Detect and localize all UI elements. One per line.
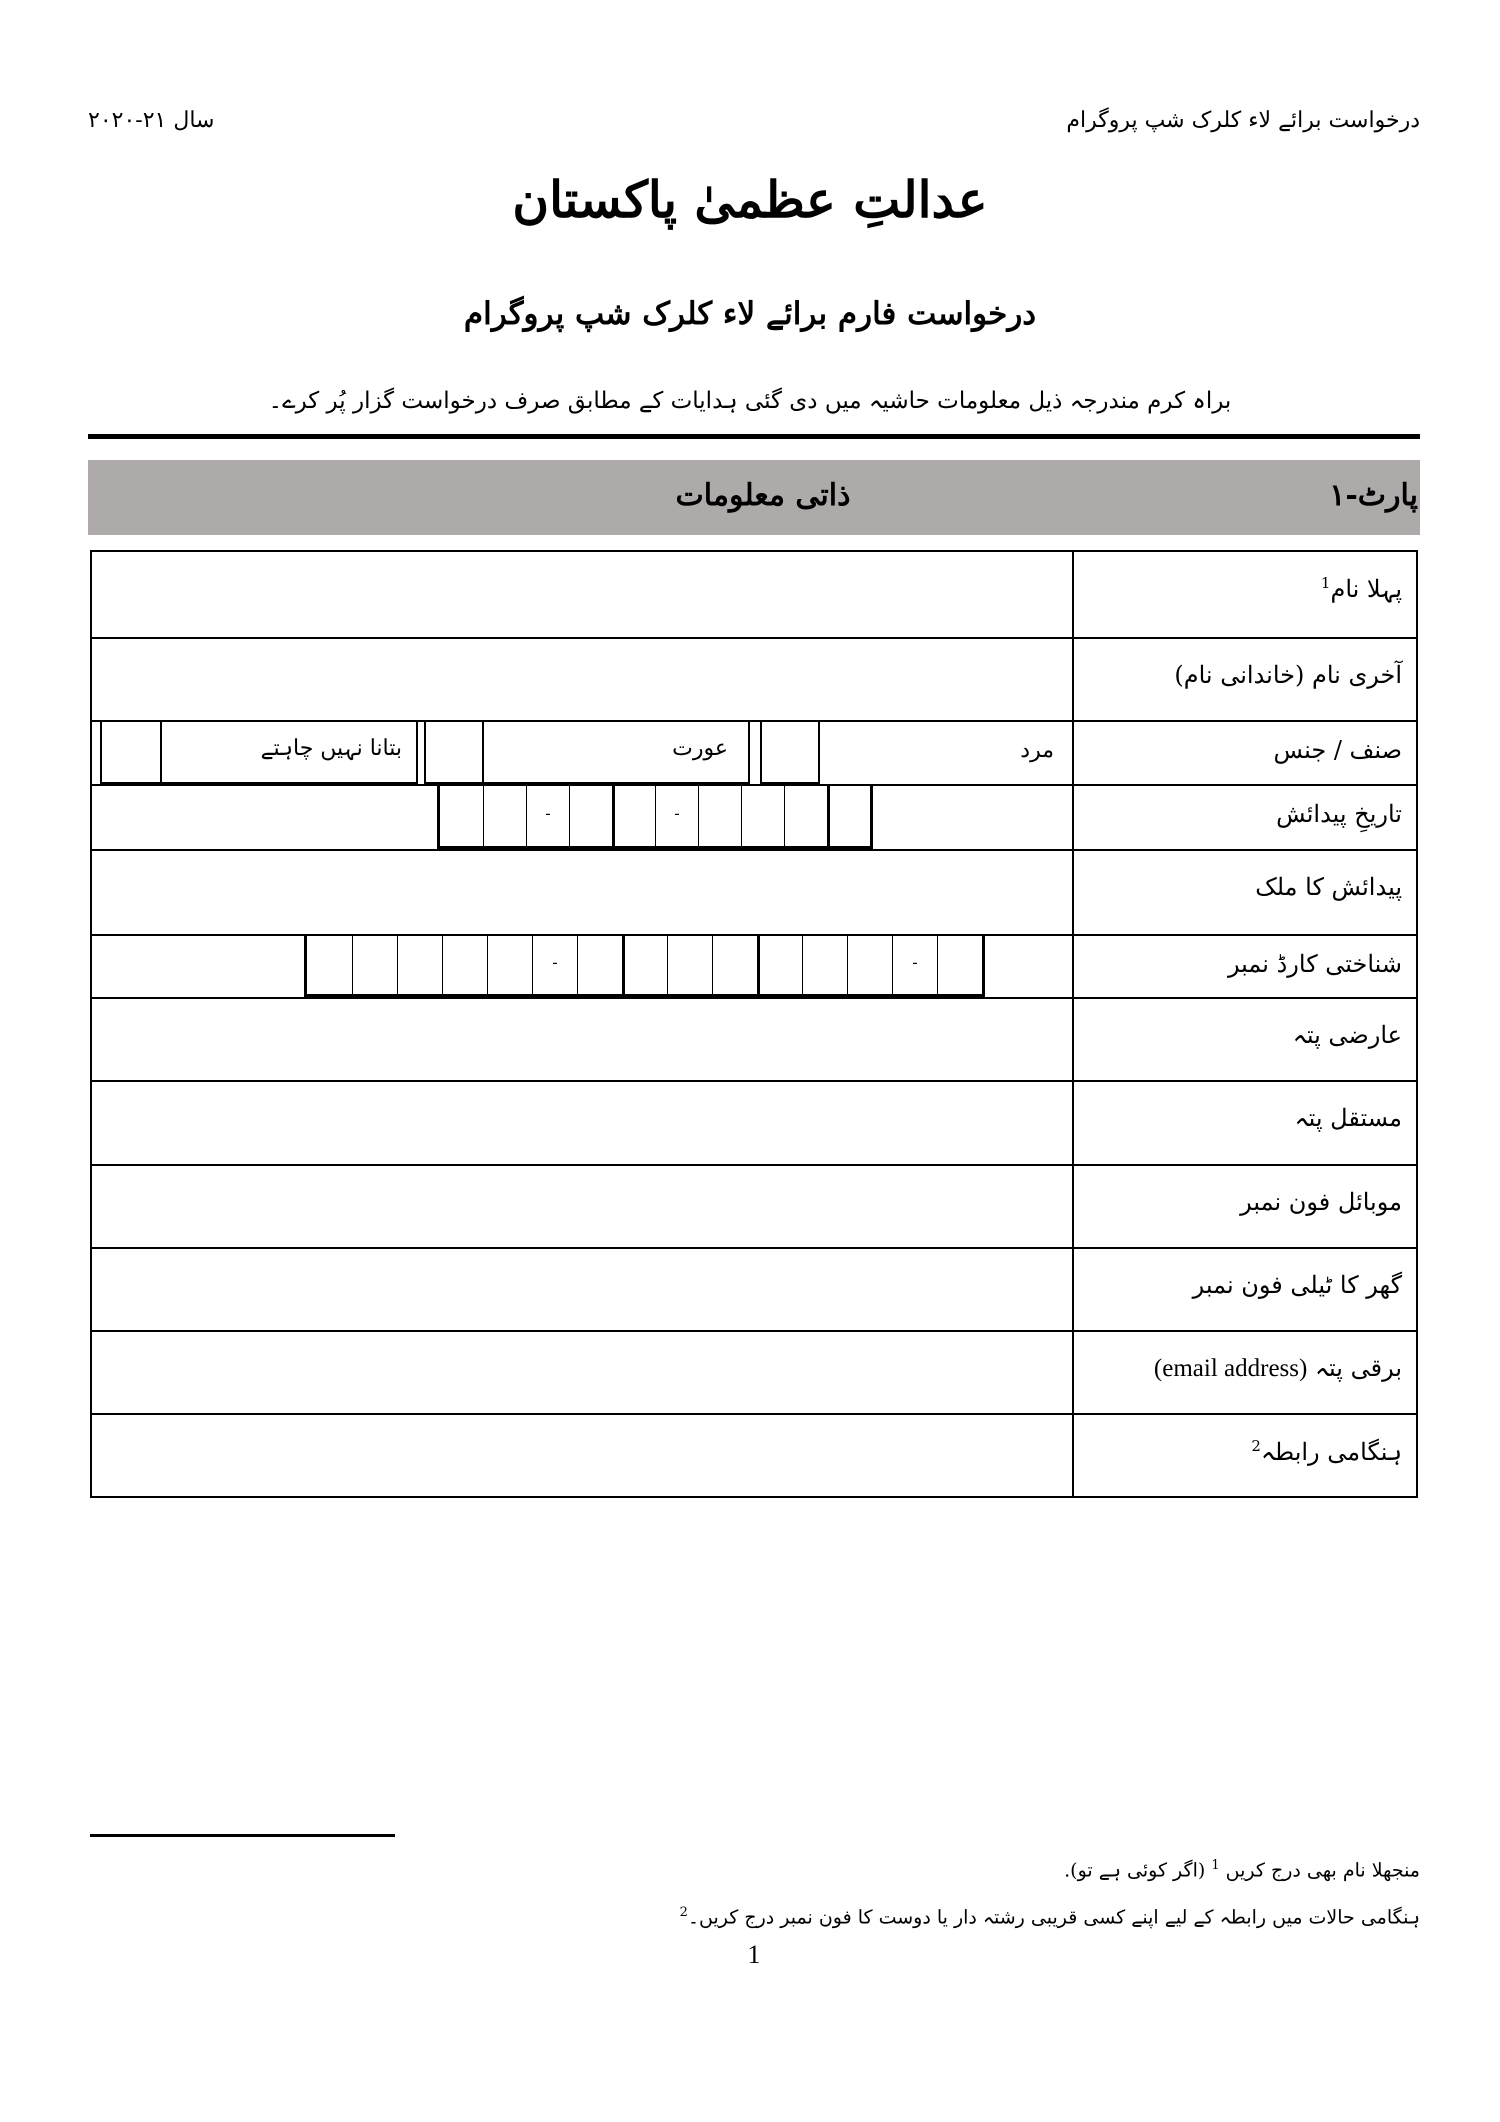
last-name-input[interactable] xyxy=(92,639,1072,720)
footnote-2-number: 2 xyxy=(679,1905,688,1920)
dob-digit-box[interactable] xyxy=(784,786,827,846)
row-email xyxy=(92,1330,1416,1413)
row-cnic xyxy=(92,934,1416,997)
cnic-separator-box: - xyxy=(532,936,577,994)
running-header-title: درخواست برائے لاء کلرک شپ پروگرام xyxy=(1066,108,1420,133)
gender-undisclosed-option xyxy=(100,722,418,784)
mobile-cell xyxy=(92,1166,1072,1247)
temp-address-label: عارضی پتہ xyxy=(1072,999,1416,1080)
instruction-text: براہ کرم مندرجہ ذیل معلومات حاشیہ میں دی گئی ہدایات کے مطابق صرف درخواست گزار پُر کرے۔ xyxy=(268,388,1232,414)
cnic-label: شناختی کارڈ نمبر xyxy=(1072,936,1416,997)
cnic-separator-box: - xyxy=(892,936,937,994)
cnic-digit-box[interactable] xyxy=(937,936,982,994)
row-temp-address xyxy=(92,997,1416,1080)
first-name-cell xyxy=(92,552,1072,637)
cnic-digit-box[interactable] xyxy=(712,936,757,994)
dob-separator-box: - xyxy=(655,786,698,846)
dob-digit-box[interactable] xyxy=(698,786,741,846)
page-title: عدالتِ عظمیٰ پاکستان xyxy=(512,170,988,229)
gender-options xyxy=(92,722,1072,784)
first-name-label: پہلا نام$^1$ xyxy=(1072,552,1416,637)
cnic-digit-box[interactable] xyxy=(307,936,352,994)
dob-digit-box[interactable] xyxy=(612,786,655,846)
dob-label: تاریخِ پیدائش xyxy=(1072,786,1416,849)
form-subtitle: درخواست فارم برائے لاء کلرک شپ پروگرام xyxy=(463,296,1037,332)
section-header-bar xyxy=(88,460,1420,535)
footnote-2: ہنگامی حالات میں رابطہ کے لیے اپنے کسی قریبی رشتہ دار یا دوست کا فون نمبر درج کریں۔$^2$ xyxy=(679,1905,1420,1929)
cnic-digit-box[interactable] xyxy=(487,936,532,994)
row-first-name xyxy=(92,552,1416,637)
running-header-session: سال ۲۱-۲۰۲۰ xyxy=(88,108,215,133)
row-last-name xyxy=(92,637,1416,720)
section-title: ذاتی معلومات xyxy=(675,478,851,513)
row-home-phone xyxy=(92,1247,1416,1330)
cnic-cell xyxy=(92,936,1072,997)
dob-digit-box[interactable] xyxy=(741,786,784,846)
birth-country-cell xyxy=(92,851,1072,934)
cnic-digit-box[interactable] xyxy=(397,936,442,994)
footnote-ref-2: 2 xyxy=(1251,1437,1261,1455)
email-label: برقی پتہ (email address) xyxy=(1072,1332,1416,1413)
gender-female-checkbox[interactable] xyxy=(426,722,484,782)
cnic-digit-box[interactable] xyxy=(757,936,802,994)
mobile-input[interactable] xyxy=(92,1166,1072,1247)
temp-address-cell xyxy=(92,999,1072,1080)
mobile-label: موبائل فون نمبر xyxy=(1072,1166,1416,1247)
last-name-label: آخری نام (خاندانی نام) xyxy=(1072,639,1416,720)
dob-cell xyxy=(92,786,1072,849)
emergency-contact-label: ہنگامی رابطہ$^2$ xyxy=(1072,1415,1416,1496)
birth-country-label: پیدائش کا ملک xyxy=(1072,851,1416,934)
cnic-digit-box[interactable] xyxy=(442,936,487,994)
dob-digit-box[interactable] xyxy=(440,786,483,846)
header-divider xyxy=(88,434,1420,439)
home-phone-label: گھر کا ٹیلی فون نمبر xyxy=(1072,1249,1416,1330)
gender-female-label: عورت xyxy=(672,736,728,761)
footnote-1-number: 1 xyxy=(1211,1858,1220,1873)
perm-address-label: مستقل پتہ xyxy=(1072,1082,1416,1164)
page-number: 1 xyxy=(747,1940,761,1969)
email-cell xyxy=(92,1332,1072,1413)
gender-label: صنف / جنس xyxy=(1072,722,1416,784)
cnic-digit-box[interactable] xyxy=(352,936,397,994)
cnic-digit-box[interactable] xyxy=(802,936,847,994)
temp-address-input[interactable] xyxy=(92,999,1072,1080)
perm-address-cell xyxy=(92,1082,1072,1164)
perm-address-input[interactable] xyxy=(92,1082,1072,1164)
cnic-digit-box[interactable] xyxy=(577,936,622,994)
cnic-digit-box[interactable] xyxy=(667,936,712,994)
gender-male-label: مرد xyxy=(1020,738,1054,763)
gender-undisclosed-checkbox[interactable] xyxy=(102,722,162,782)
footnote-divider xyxy=(90,1834,395,1837)
gender-male-checkbox[interactable] xyxy=(760,722,820,784)
row-gender xyxy=(92,720,1416,784)
cnic-digit-box[interactable] xyxy=(622,936,667,994)
gender-undisclosed-label: بتانا نہیں چاہتے xyxy=(260,736,402,761)
email-label-en: (email address) xyxy=(1153,1355,1308,1382)
last-name-cell xyxy=(92,639,1072,720)
gender-female-option xyxy=(424,722,750,784)
row-perm-address xyxy=(92,1080,1416,1164)
dob-digit-box[interactable] xyxy=(483,786,526,846)
section-part-label: پارٹ-۱ xyxy=(1329,478,1418,513)
row-mobile xyxy=(92,1164,1416,1247)
home-phone-input[interactable] xyxy=(92,1249,1072,1330)
row-birth-country xyxy=(92,849,1416,934)
row-emergency-contact xyxy=(92,1413,1416,1496)
row-dob xyxy=(92,784,1416,849)
emergency-contact-input[interactable] xyxy=(92,1415,1072,1496)
dob-digit-box[interactable] xyxy=(827,786,870,846)
dob-separator-box: - xyxy=(526,786,569,846)
emergency-contact-cell xyxy=(92,1415,1072,1496)
dob-input-boxes[interactable] xyxy=(437,786,873,849)
email-input[interactable] xyxy=(92,1332,1072,1413)
dob-digit-box[interactable] xyxy=(569,786,612,846)
cnic-digit-box[interactable] xyxy=(847,936,892,994)
first-name-input[interactable] xyxy=(92,552,1072,637)
footnote-1: منجھلا نام بھی درج کریں $^1$ (اگر کوئی ہے تو). xyxy=(1064,1858,1420,1882)
cnic-input-boxes[interactable] xyxy=(304,936,985,997)
personal-info-form xyxy=(90,550,1418,1498)
birth-country-input[interactable] xyxy=(92,851,1072,934)
home-phone-cell xyxy=(92,1249,1072,1330)
footnote-ref-1: 1 xyxy=(1320,574,1331,592)
